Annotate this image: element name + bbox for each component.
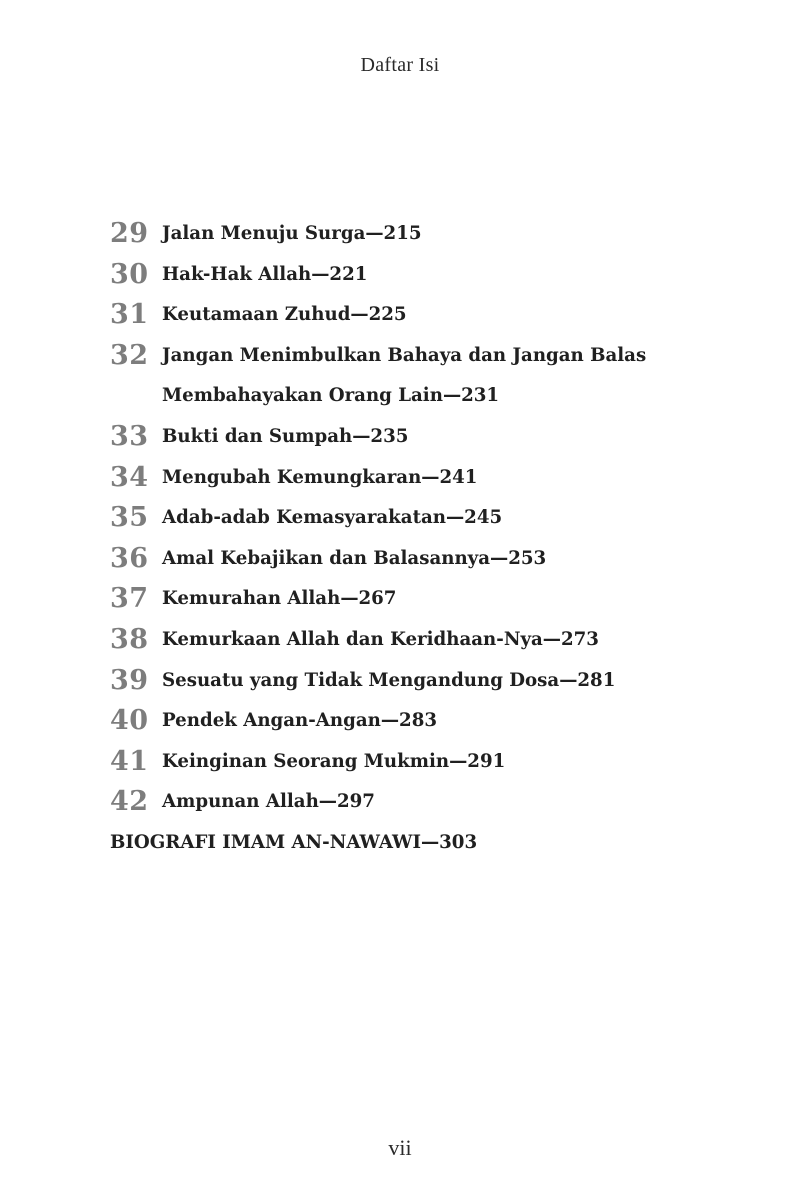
chapter-title: Jalan Menuju Surga—215 [162, 223, 422, 244]
chapter-number: 31 [110, 299, 149, 331]
toc-entry[interactable] [110, 620, 750, 661]
chapter-number: 40 [110, 705, 149, 737]
chapter-title: Pendek Angan-Angan—283 [162, 710, 438, 732]
toc-entry[interactable] [110, 417, 750, 458]
toc-entry[interactable] [110, 742, 750, 783]
chapter-title: Ampunan Allah—297 [162, 791, 375, 813]
chapter-title: Adab-adab Kemasyarakatan—245 [162, 507, 503, 529]
chapter-number: 35 [110, 502, 149, 534]
toc-entry[interactable] [110, 458, 750, 499]
chapter-title: Amal Kebajikan dan Balasannya—253 [162, 547, 547, 569]
toc-entry[interactable] [110, 255, 750, 296]
toc-entry[interactable] [110, 214, 750, 255]
table-of-contents [110, 214, 750, 864]
chapter-title: Kemurahan Allah—267 [162, 588, 397, 610]
chapter-number: 42 [110, 786, 149, 818]
toc-entry[interactable] [110, 336, 750, 417]
chapter-number: 32 [110, 339, 149, 371]
chapter-number: 34 [110, 461, 149, 493]
chapter-title-line-1: Jangan Menimbulkan Bahaya dan Jangan Balas [162, 344, 647, 366]
chapter-title: Kemurkaan Allah dan Keridhaan-Nya—273 [162, 628, 599, 650]
toc-entry[interactable] [110, 701, 750, 742]
toc-appendix-entry[interactable]: BIOGRAFI IMAM AN-NAWAWI—303 [110, 831, 478, 853]
toc-entry[interactable] [110, 295, 750, 336]
toc-entry[interactable] [110, 498, 750, 539]
running-head: Daftar Isi [360, 54, 440, 76]
chapter-title: Keinginan Seorang Mukmin—291 [162, 750, 506, 772]
chapter-number: 37 [110, 583, 149, 615]
page-number: vii [388, 1135, 412, 1160]
chapter-number: 29 [110, 218, 149, 249]
chapter-number: 36 [110, 542, 149, 574]
chapter-title-line-2: Membahayakan Orang Lain—231 [162, 385, 500, 407]
toc-entry[interactable] [110, 539, 750, 580]
chapter-number: 38 [110, 623, 149, 655]
chapter-title: Hak-Hak Allah—221 [162, 263, 368, 285]
chapter-number: 33 [110, 420, 149, 452]
chapter-number: 30 [110, 258, 149, 290]
toc-entry[interactable] [110, 579, 750, 620]
chapter-number: 39 [110, 664, 149, 696]
toc-entry[interactable] [110, 661, 750, 702]
chapter-title: Keutamaan Zuhud—225 [162, 304, 407, 326]
toc-entry[interactable] [110, 782, 750, 823]
chapter-title: Bukti dan Sumpah—235 [162, 425, 409, 447]
chapter-title: Mengubah Kemungkaran—241 [162, 466, 478, 488]
chapter-title: Sesuatu yang Tidak Mengandung Dosa—281 [162, 669, 616, 691]
chapter-number: 41 [110, 745, 149, 777]
